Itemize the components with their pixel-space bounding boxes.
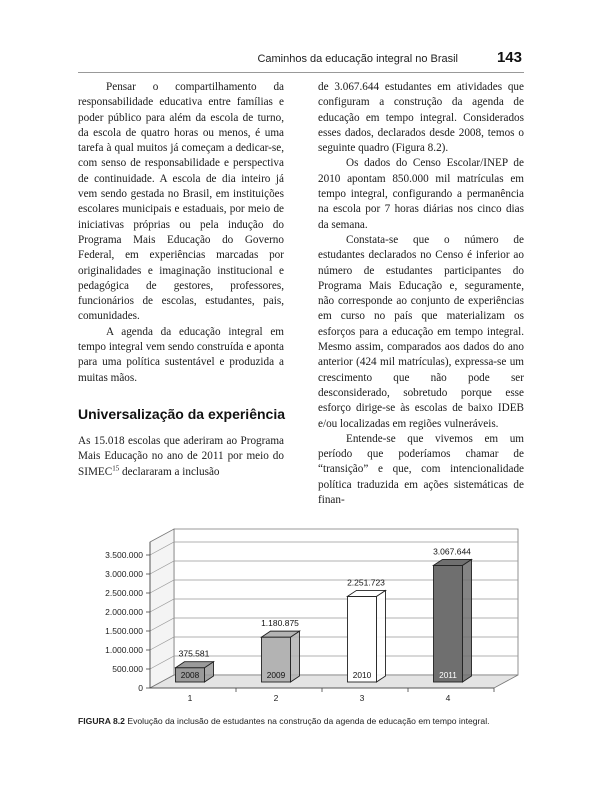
paragraph: Entende-se que vivemos em um período que poderíamos chamar de “transição” e que, com intencionalidade política traduzida em ações sistemáticas de finan- <box>318 432 524 507</box>
y-tick-label: 2.000.000 <box>105 607 143 617</box>
figure-caption <box>78 716 528 726</box>
section-text <box>78 434 284 480</box>
paragraph <box>78 434 284 480</box>
x-tick-label: 1 <box>187 693 193 703</box>
y-tick-label: 1.500.000 <box>105 626 143 636</box>
right-column <box>318 80 524 508</box>
y-tick-label: 1.000.000 <box>105 645 143 655</box>
paragraph-text: declararam a inclusão <box>119 465 220 478</box>
bar-chart-svg <box>78 512 524 708</box>
y-tick-label: 0 <box>138 683 143 693</box>
y-tick-label: 3.000.000 <box>105 569 143 579</box>
figure-label: FIGURA 8.2 <box>78 716 125 726</box>
y-tick-label: 3.500.000 <box>105 550 143 560</box>
bar-year-label: 2011 <box>439 670 457 680</box>
paragraph: Constata-se que o número de estudantes declarados no Censo é inferior ao número de estudantes participantes do Programa Mais Educação e, seguramente, não corresponde ao conjunto de experiências em curso no país que materializam os esforços para a educação em tempo integral. Mesmo assim, comparados aos dados do ano anterior (424 mil matrículas), expressa-se um crescimento que não pode ser desconsiderado, sobretudo porque esse esforço dirige-se às escolas de baixo IDEB e/ou localizadas em regiões vulneráveis. <box>318 233 524 430</box>
x-tick-label: 3 <box>359 693 365 703</box>
bar-side <box>291 631 300 682</box>
running-header-title: Caminhos da educação integral no Brasil <box>257 53 458 65</box>
x-tick-label: 2 <box>273 693 279 703</box>
bar-value-label: 375.581 <box>178 648 210 659</box>
paragraph: A agenda da educação integral em tempo integral vem sendo construída e aponta para uma política sustentável e produzida a muitas mãos. <box>78 325 284 384</box>
paragraph-text: As 15.018 escolas que aderiram ao Programa Mais Educação no ano de 2011 por meio do SIMEC <box>78 435 284 478</box>
bar-year-label: 2010 <box>352 670 372 680</box>
left-column <box>78 80 284 386</box>
y-tick-label: 2.500.000 <box>105 588 143 598</box>
bar-chart <box>78 512 524 708</box>
x-tick-label: 4 <box>445 693 451 703</box>
paragraph: de 3.067.644 estudantes em atividades que configuram a construção da agenda de educação em tempo integral. Considerados esses dados, declarados desde 2008, temos o seguinte quadro (Figura 8.2). <box>318 81 524 155</box>
bar-year-label: 2009 <box>266 670 286 680</box>
bar-value-label: 2.251.723 <box>347 577 385 588</box>
bar-year-label: 2008 <box>180 670 200 680</box>
caption-text: Evolução da inclusão de estudantes na construção da agenda de educação em tempo integral. <box>124 716 490 726</box>
bar-front <box>434 565 463 682</box>
paragraph: Os dados do Censo Escolar/INEP de 2010 apontam 850.000 mil matrículas em tempo integral, configurando a permanência na escola por 7 horas diárias nos cinco dias da semana. <box>318 157 524 231</box>
y-tick-label: 500.000 <box>112 664 143 674</box>
page-number: 143 <box>496 49 522 66</box>
bar-value-label: 1.180.875 <box>261 618 299 629</box>
bar-side <box>463 559 472 682</box>
paragraph: Pensar o compartilhamento da responsabilidade educativa entre famílias e poder público para além da escola de turno, da escola de quatro horas ou menos, é uma tarefa à qual muitos já começam a dedicar-se, com senso de responsabilidade e perspectiva de continuidade. A escola de dia inteiro já vem sendo gestada no Brasil, em instituições escolares municipais e estaduais, por meio de iniciativas próprias ou pela indução do Programa Mais Educação do Governo Federal, em experiências marcadas por originalidades e imaginação institucional e pedagógica de gestores, professores, funcionários de escolas, estudantes, pais, comunidades. <box>78 81 284 323</box>
header-rule <box>78 72 524 73</box>
section-heading: Universalização da experiência <box>78 406 285 422</box>
bar-side <box>377 590 386 682</box>
bar-value-label: 3.067.644 <box>433 546 471 557</box>
footnote-reference[interactable]: 15 <box>112 463 120 472</box>
